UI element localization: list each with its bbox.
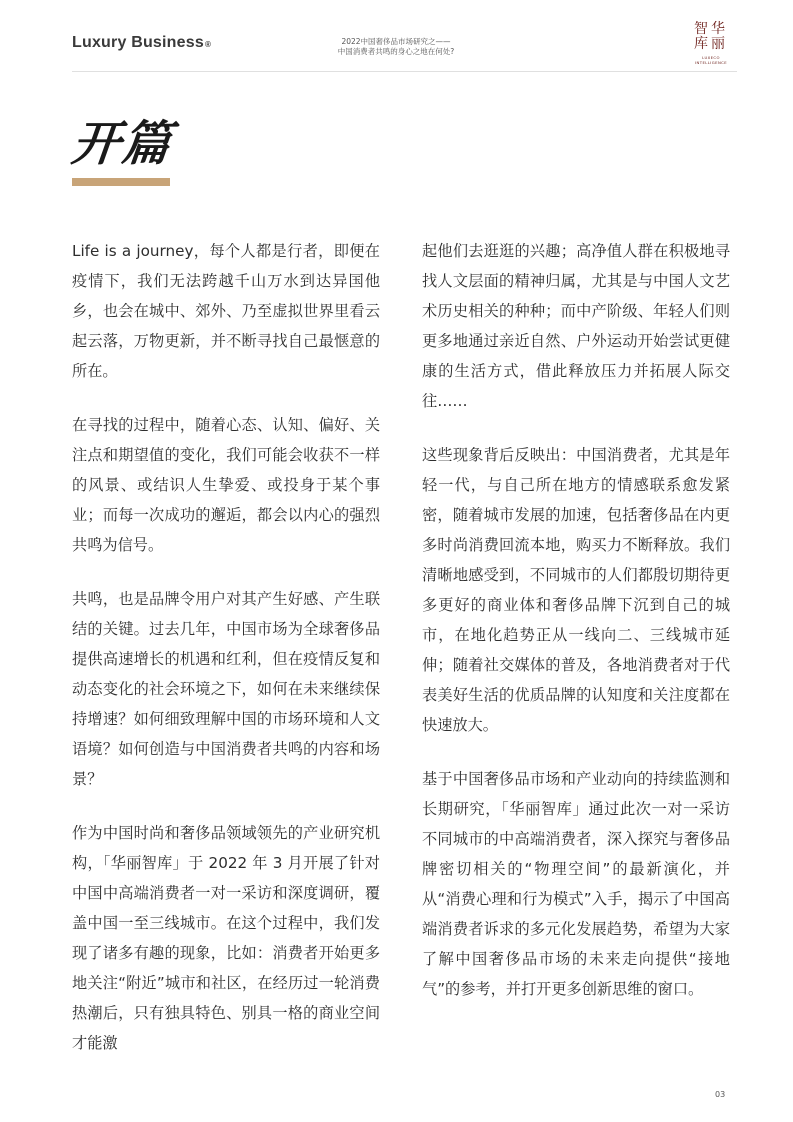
- paragraph: Life is a journey，每个人都是行者，即便在疫情下，我们无法跨越千山万水到达异国他乡，也会在城中、郊外、乃至虚拟世界里看云起云落，万物更新，并不断寻找自己最惬意的所在。: [72, 242, 380, 380]
- title-accent-bar: [72, 178, 170, 186]
- paragraph: 这些现象背后反映出：中国消费者，尤其是年轻一代，与自己所在地方的情感联系愈发紧密，随着城市发展的加速，包括奢侈品在内更多时尚消费回流本地，购买力不断释放。我们清晰地感受到，不同城市的人们都殷切期待更多更好的商业体和奢侈品牌下沉到自己的城市，在地化趋势正从一线向二、三线城市延伸；随着社交媒体的普及，各地消费者对于代表美好生活的优质品牌的认知度和关注度都在快速放大。: [422, 446, 730, 734]
- report-title-line1: 2022中国奢侈品市场研究之——: [341, 37, 451, 46]
- luxeco-logo-cn: [688, 22, 734, 52]
- luxeco-logo-en: LUXECO INTELLIGENCE: [694, 55, 728, 65]
- paragraph: 共鸣，也是品牌令用户对其产生好感、产生联结的关键。过去几年，中国市场为全球奢侈品提供高速增长的机遇和红利，但在疫情反复和动态变化的社会环境之下，如何在未来继续保持增速？如何细致理解中国的市场环境和人文语境？如何创造与中国消费者共鸣的内容和场景？: [72, 590, 380, 788]
- brand-name: Luxury Business: [72, 34, 204, 51]
- paragraph: 起他们去逛逛的兴趣；高净值人群在积极地寻找人文层面的精神归属，尤其是与中国人文艺术历史相关的种种；而中产阶级、年轻人们则更多地通过亲近自然、户外运动开始尝试更健康的生活方式，借此释放压力并拓展人际交往……: [422, 242, 730, 410]
- luxeco-logo: [688, 22, 734, 65]
- header-divider: [72, 71, 737, 72]
- luxury-business-logo: [72, 34, 211, 52]
- left-column: [72, 236, 380, 1082]
- page-header: [0, 0, 793, 72]
- paragraph: 在寻找的过程中，随着心态、认知、偏好、关注点和期望值的变化，我们可能会收获不一样的风景、或结识人生挚爱、或投身于某个事业；而每一次成功的邂逅，都会以内心的强烈共鸣为信号。: [72, 416, 380, 554]
- page-number: 03: [715, 1090, 726, 1099]
- page-title: 开篇: [69, 116, 175, 172]
- luxeco-logo-cn-line2: 库丽: [694, 36, 728, 52]
- report-title-line2: 中国消费者共鸣的身心之地在何处?: [337, 47, 455, 56]
- right-column: [422, 236, 730, 1028]
- paragraph: 作为中国时尚和奢侈品领域领先的产业研究机构，「华丽智库」于 2022 年 3 月开展了针对中国中高端消费者一对一采访和深度调研，覆盖中国一至三线城市。在这个过程中，我们发现了诸多有趣的现象，比如：消费者开始更多地关注“附近”城市和社区，在经历过一轮消费热潮后，只有独具特色、别具一格的商业空间才能激: [72, 824, 380, 1052]
- brand-suffix: ®: [204, 40, 212, 49]
- report-title: [316, 37, 476, 57]
- luxeco-logo-cn-line1: 智华: [694, 21, 728, 37]
- paragraph: 基于中国奢侈品市场和产业动向的持续监测和长期研究，「华丽智库」通过此次一对一采访不同城市的中高端消费者，深入探究与奢侈品牌密切相关的“物理空间”的最新演化，并从“消费心理和行为模式”入手，揭示了中国高端消费者诉求的多元化发展趋势，希望为大家了解中国奢侈品市场的未来走向提供“接地气”的参考，并打开更多创新思维的窗口。: [422, 770, 730, 998]
